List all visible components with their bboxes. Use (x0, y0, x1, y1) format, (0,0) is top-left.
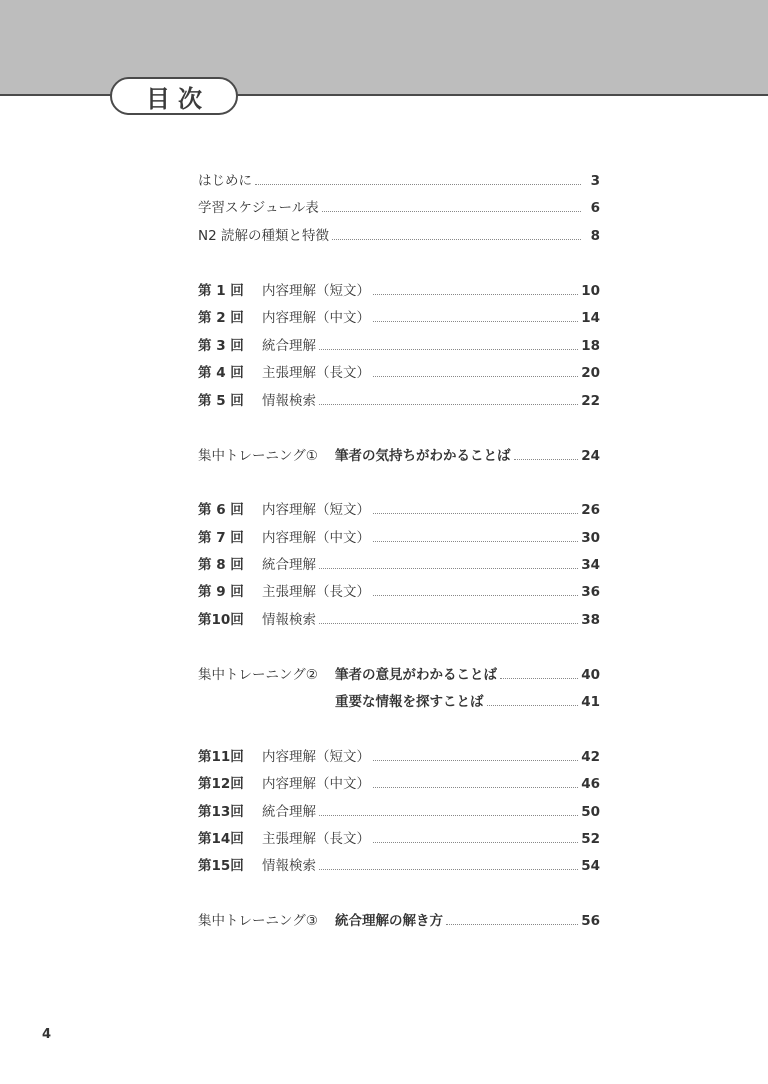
leader-dots (487, 704, 579, 706)
toc-entry-page: 26 (581, 502, 600, 518)
leader-dots (373, 841, 578, 843)
toc-entry-label: 統合理解 (262, 338, 316, 354)
toc-entry[interactable] (198, 744, 600, 771)
training-number: 集中トレーニング① (198, 448, 318, 464)
lesson-number: 第10回 (198, 612, 244, 628)
lesson-number: 第 1 回 (198, 283, 244, 299)
toc-entry[interactable] (198, 552, 600, 579)
lesson-number: 第14回 (198, 831, 244, 847)
toc-entry-page: 50 (581, 804, 600, 820)
leader-dots (319, 567, 578, 569)
leader-dots (373, 540, 578, 542)
toc-entry-label: 筆者の意見がわかることば (335, 667, 497, 683)
toc-entry-page: 3 (590, 173, 600, 189)
toc-entry-label: 内容理解（中文） (262, 530, 370, 546)
toc-entry-label: 統合理解 (262, 804, 316, 820)
toc-entry-label: 情報検索 (262, 612, 316, 628)
lesson-number: 第 4 回 (198, 365, 244, 381)
lesson-number: 第 2 回 (198, 310, 244, 326)
toc-entry[interactable] (198, 525, 600, 552)
page-title: 目次 (110, 77, 238, 115)
header-band (0, 0, 768, 95)
leader-dots (255, 183, 581, 185)
toc-entry-label: 統合理解の解き方 (335, 913, 443, 929)
toc-entry-page: 38 (581, 612, 600, 628)
page-number: 4 (42, 1027, 52, 1042)
toc-entry[interactable] (198, 195, 600, 222)
leader-dots (514, 458, 579, 460)
toc-entry-label: 主張理解（長文） (262, 831, 370, 847)
lesson-number: 第 6 回 (198, 502, 244, 518)
toc-entry-page: 18 (581, 338, 600, 354)
leader-dots (446, 923, 578, 925)
leader-dots (319, 348, 578, 350)
toc-entry[interactable] (198, 278, 600, 305)
leader-dots (373, 594, 578, 596)
toc-entry-label: 内容理解（中文） (262, 310, 370, 326)
toc-entry-page: 41 (581, 694, 600, 710)
toc-entry-label: 情報検索 (262, 858, 316, 874)
toc-entry-page: 54 (581, 858, 600, 874)
lesson-number: 第12回 (198, 776, 244, 792)
toc-entry-page: 14 (581, 310, 600, 326)
toc-entry-label: 重要な情報を探すことば (335, 694, 484, 710)
leader-dots (319, 403, 578, 405)
leader-dots (373, 375, 578, 377)
lesson-number: 第 8 回 (198, 557, 244, 573)
toc-entry[interactable] (198, 771, 600, 798)
toc-entry-label: N2 読解の種類と特徴 (198, 228, 329, 244)
training-number: 集中トレーニング② (198, 667, 318, 683)
toc-entry-label: 情報検索 (262, 393, 316, 409)
toc-entry[interactable] (198, 388, 600, 415)
training-number: 集中トレーニング③ (198, 913, 318, 929)
training-entry[interactable] (198, 443, 600, 470)
toc-entry-page: 30 (581, 530, 600, 546)
toc-entry-label: 内容理解（短文） (262, 283, 370, 299)
toc-entry-label: はじめに (198, 173, 252, 189)
leader-dots (319, 814, 578, 816)
toc-entry-page: 24 (581, 448, 600, 464)
toc-entry-page: 56 (581, 913, 600, 929)
toc-entry-page: 36 (581, 584, 600, 600)
toc-entry-label: 筆者の気持ちがわかることば (335, 448, 511, 464)
toc-entry[interactable] (198, 333, 600, 360)
toc-entry-label: 主張理解（長文） (262, 584, 370, 600)
toc-entry[interactable] (198, 853, 600, 880)
toc-entry-label: 内容理解（短文） (262, 749, 370, 765)
leader-dots (500, 677, 578, 679)
toc-entry-page: 40 (581, 667, 600, 683)
toc-entry[interactable] (198, 799, 600, 826)
leader-dots (319, 622, 578, 624)
toc-entry-page: 52 (581, 831, 600, 847)
toc-entry[interactable] (198, 223, 600, 250)
toc-entry[interactable] (198, 168, 600, 195)
toc-entry-page: 46 (581, 776, 600, 792)
leader-dots (373, 293, 578, 295)
leader-dots (332, 238, 581, 240)
toc-entry[interactable] (198, 579, 600, 606)
toc-entry-page: 20 (581, 365, 600, 381)
toc-entry-page: 34 (581, 557, 600, 573)
lesson-number: 第 3 回 (198, 338, 244, 354)
leader-dots (319, 868, 578, 870)
toc-entry-page: 10 (581, 283, 600, 299)
toc-entry-label: 主張理解（長文） (262, 365, 370, 381)
toc-entry-page: 42 (581, 749, 600, 765)
leader-dots (322, 210, 581, 212)
lesson-number: 第13回 (198, 804, 244, 820)
toc-entry[interactable] (198, 497, 600, 524)
leader-dots (373, 512, 578, 514)
toc-entry-page: 8 (590, 228, 600, 244)
lesson-number: 第 5 回 (198, 393, 244, 409)
toc-entry[interactable] (198, 360, 600, 387)
training-entry[interactable] (198, 908, 600, 935)
toc-entry[interactable] (198, 826, 600, 853)
leader-dots (373, 786, 578, 788)
toc-entry-label: 学習スケジュール表 (198, 200, 319, 216)
training-entry[interactable] (198, 662, 600, 689)
lesson-number: 第15回 (198, 858, 244, 874)
lesson-number: 第 7 回 (198, 530, 244, 546)
toc-entry[interactable] (198, 607, 600, 634)
toc-entry-label: 内容理解（短文） (262, 502, 370, 518)
leader-dots (373, 320, 578, 322)
leader-dots (373, 759, 578, 761)
training-entry[interactable] (198, 689, 600, 716)
toc-entry-page: 6 (590, 200, 600, 216)
lesson-number: 第 9 回 (198, 584, 244, 600)
toc-entry-label: 統合理解 (262, 557, 316, 573)
lesson-number: 第11回 (198, 749, 244, 765)
toc-entry-page: 22 (581, 393, 600, 409)
toc-entry-label: 内容理解（中文） (262, 776, 370, 792)
toc-entry[interactable] (198, 305, 600, 332)
